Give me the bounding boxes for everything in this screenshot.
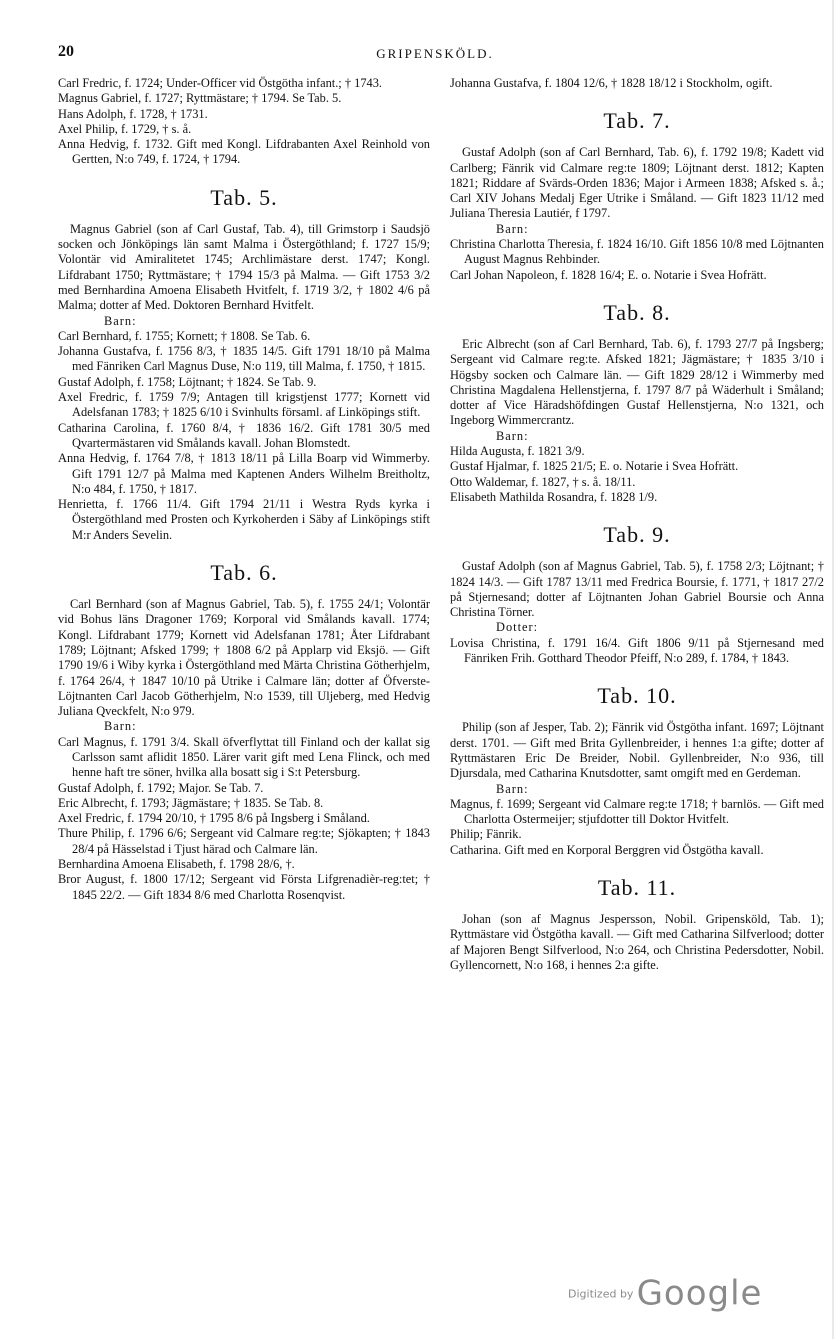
child-entry: Bror August, f. 1800 17/12; Sergeant vid Första Lifgrenadièr-reg:tet; † 1845 22/2. — Gift 1834 8/6 med Charlotta Rosenqvist. (58, 872, 430, 902)
child-entry: Christina Charlotta Theresia, f. 1824 16/10. Gift 1856 10/8 med Löjtnanten August Magnus Rehbinder. (450, 237, 824, 267)
tab-heading: Tab. 7. (603, 108, 671, 134)
main-entry: Gustaf Adolph (son af Magnus Gabriel, Tab. 5), f. 1758 2/3; Löjtnant; † 1824 14/3. — Gift 1787 13/11 med Fredrica Boursie, f. 1771, † 1817 27/2 på Stjernesand; dotter af Löjtnanten Johan Gabriel Boursie och Anna Christina Törner. (450, 559, 824, 620)
page-header (58, 44, 812, 64)
child-entry: Thure Philip, f. 1796 6/6; Sergeant vid Calmare reg:te; Sjökapten; † 1843 28/4 på Hässelstad i Tjust härad och Calmare län. (58, 826, 430, 856)
tab-heading: Tab. 11. (597, 874, 677, 900)
child-entry: Henrietta, f. 1766 11/4. Gift 1794 21/11 i Westra Ryds kyrka i Östergöthland med Prosten och Kyrkoherden i Säby af Linköpings stift M:r Anders Sevelin. (58, 497, 430, 542)
child-entry: Axel Fredric, f. 1759 7/9; Antagen till krigstjenst 1777; Kornett vid Adelsfanan 1783; † 1825 6/10 i Svinhults församl. af Linköpings stift. (58, 390, 430, 420)
right-column (450, 76, 824, 973)
child-entry: Catharina Carolina, f. 1760 8/4, † 1836 16/2. Gift 1781 30/5 med Qvartermästaren vid Smålands kavall. Johan Blomstedt. (58, 420, 430, 450)
children-label: Barn: (496, 781, 529, 796)
page-edge (832, 0, 834, 1339)
child-entry: Elisabeth Mathilda Rosandra, f. 1828 1/9. (450, 489, 658, 504)
main-entry: Gustaf Adolph (son af Carl Bernhard, Tab. 6), f. 1792 19/8; Kadett vid Carlberg; Fänrik vid Calmare reg:te 1809; Löjtnant derst. 1812; Kapten 1821; Riddare af Svärds-Orden 1836; Major i Armeen 1838; Afsked s. å.; Carl XIV Johans Medalj Eger Utrike i Småland. — Gift 1823 11/12 med Juliana Theresia Lautiér, f 1797. (450, 145, 824, 221)
main-entry: Carl Bernhard (son af Magnus Gabriel, Tab. 5), f. 1755 24/1; Volontär vid Bohus läns Dragoner 1769; Korporal vid Smålands kavall. 1774; Kongl. Lifdrabant 1779; Kornett vid Adelsfanan 1781; Åter Lifdrabant 1789; Löjtnant; Afsked 1799; † 1808 6/2 på Applarp vid Eksjö. — Gift 1790 19/6 i Wiby kyrka i Östergöthland med Märta Christina Götherhjelm, f. 1764 26/4, † 1847 10/10 på Utrike i Calmare län; dotter af Öfverste-Löjtnanten Carl Jacob Götherhjelm, N:o 1539, till Uljeberg, med Hedvig Juliana Qveckfelt, N:o 979. (58, 597, 430, 719)
child-entry: Hilda Augusta, f. 1821 3/9. (450, 444, 585, 459)
children-label: Barn: (496, 221, 529, 236)
child-entry: Anna Hedvig, f. 1764 7/8, † 1813 18/11 på Lilla Boarp vid Wimmerby. Gift 1791 12/7 på Malma med Kaptenen Anders Wilhelm Breitholtz, N:o 484, f. 1750, † 1817. (58, 451, 430, 496)
entry: Axel Philip, f. 1729, † s. å. (58, 121, 192, 136)
child-entry: Eric Albrecht, f. 1793; Jägmästare; † 1835. Se Tab. 8. (58, 795, 324, 810)
child-entry: Catharina. Gift med en Korporal Berggren vid Östgötha kavall. (450, 842, 764, 857)
child-entry: Carl Johan Napoleon, f. 1828 16/4; E. o. Notarie i Svea Hofrätt. (450, 267, 767, 282)
children-label: Barn: (104, 313, 137, 328)
child-entry: Philip; Fänrik. (450, 827, 522, 842)
entry: Carl Fredric, f. 1724; Under-Officer vid Östgötha infant.; † 1743. (58, 76, 383, 90)
children-label: Dotter: (496, 620, 539, 635)
child-entry: Carl Magnus, f. 1791 3/4. Skall öfverflyttat till Finland och der kallat sig Carlsson samt aflidit 1850. Lärer varit gift med Lena Flinck, och med henne haft tre söner, hvilka alla bosatt sig i S:t Petersburg. (58, 734, 430, 780)
tab-heading: Tab. 10. (597, 683, 677, 709)
digitized-by-text: Digitized by (568, 1287, 634, 1301)
digitized-by-google (568, 1273, 763, 1314)
left-column (58, 76, 430, 903)
page-number: 20 (58, 43, 74, 60)
tab-heading: Tab. 5. (210, 184, 278, 210)
main-entry: Eric Albrecht (son af Carl Bernhard, Tab. 6), f. 1793 27/7 på Ingsberg; Sergeant vid Calmare reg:te. Afsked 1821; Jägmästare; † 1835 3/10 i Högsby socken och Calmare län. — Gift 1829 28/12 i Wimmerby med Christina Magdalena Hellenstjerna, f. 1797 8/7 på Wäderhult i Småland; dotter af Vice Häradshöfdingen Gustaf Hellenstjerna, N:o 1321, och Ingeborg Wimmercrantz. (450, 336, 824, 428)
tab-heading: Tab. 8. (603, 299, 671, 325)
entry: Magnus Gabriel, f. 1727; Ryttmästare; † 1794. Se Tab. 5. (58, 91, 342, 106)
child-entry: Magnus, f. 1699; Sergeant vid Calmare reg:te 1718; † barnlös. — Gift med Charlotta Ostermeijer; stjufdotter till Doktor Hvitfelt. (450, 796, 824, 827)
entry: Johanna Gustafva, f. 1804 12/6, † 1828 18/12 i Stockholm, ogift. (450, 76, 773, 90)
children-label: Barn: (496, 428, 529, 443)
tab-heading: Tab. 6. (210, 560, 278, 586)
google-logo: Google (636, 1273, 763, 1314)
entry: Anna Hedvig, f. 1732. Gift med Kongl. Lifdrabanten Axel Reinhold von Gertten, N:o 749, f. 1724, † 1794. (58, 137, 430, 167)
child-entry: Otto Waldemar, f. 1827, † s. å. 18/11. (450, 474, 636, 489)
main-entry: Magnus Gabriel (son af Carl Gustaf, Tab. 4), till Grimstorp i Saudsjö socken och Jönköpings län samt Malma i Östergöthland; f. 1727 15/9; Volontär vid Amiralitetet 1745; Archlimästare derst. 1747; Kongl. Lifdrabant 1750; Ryttmästare; † 1794 15/3 på Malma. — Gift 1753 3/2 med Bernhardina Amoena Elisabeth Hvitfelt, f. 1719 3/2, † 1802 4/6 på Malma; dotter af Med. Doktoren Bernhard Hvitfelt. (58, 221, 430, 313)
main-entry: Johan (son af Magnus Jespersson, Nobil. Gripensköld, Tab. 1); Ryttmästare vid Östgötha kavall. — Gift med Catharina Silfverlood; dotter af Majoren Bengt Silfverlood, N:o 264, och Christina Pedersdotter, Nobil. Gyllencornett, N:o 168, i hennes 2:a gifte. (450, 911, 824, 972)
child-entry: Gustaf Hjalmar, f. 1825 21/5; E. o. Notarie i Svea Hofrätt. (450, 459, 739, 474)
child-entry: Lovisa Christina, f. 1791 16/4. Gift 1806 9/11 på Stjernesand med Fänriken Frih. Gotthard Theodor Pfeiff, N:o 289, f. 1784, † 1843. (450, 635, 824, 666)
tab-heading: Tab. 9. (603, 522, 671, 548)
child-entry: Axel Fredric, f. 1794 20/10, † 1795 8/6 på Ingsberg i Småland. (58, 811, 370, 826)
entry: Hans Adolph, f. 1728, † 1731. (58, 106, 208, 121)
child-entry: Gustaf Adolph, f. 1792; Major. Se Tab. 7. (58, 780, 264, 795)
child-entry: Gustaf Adolph, f. 1758; Löjtnant; † 1824. Se Tab. 9. (58, 374, 317, 389)
child-entry: Bernhardina Amoena Elisabeth, f. 1798 28/6, †. (58, 857, 295, 872)
child-entry: Johanna Gustafva, f. 1756 8/3, † 1835 14/5. Gift 1791 18/10 på Malma med Fänriken Carl Magnus Duse, N:o 119, till Malma, f. 1750, † 1815. (58, 344, 430, 374)
running-title: GRIPENSKÖLD. (376, 46, 494, 61)
main-entry: Philip (son af Jesper, Tab. 2); Fänrik vid Östgötha infant. 1697; Löjtnant derst. 1701. — Gift med Brita Gyllenbreider, i hennes 1:a gifte; dotter af Ryttmästaren Eric De Breider, Nobil. Gyllenbreider, N:o 936, till Djursdala, med Catharina Knutsdotter, samt omgift med en Gerdeman. (450, 720, 824, 781)
children-label: Barn: (104, 719, 137, 734)
child-entry: Carl Bernhard, f. 1755; Kornett; † 1808. Se Tab. 6. (58, 328, 311, 343)
